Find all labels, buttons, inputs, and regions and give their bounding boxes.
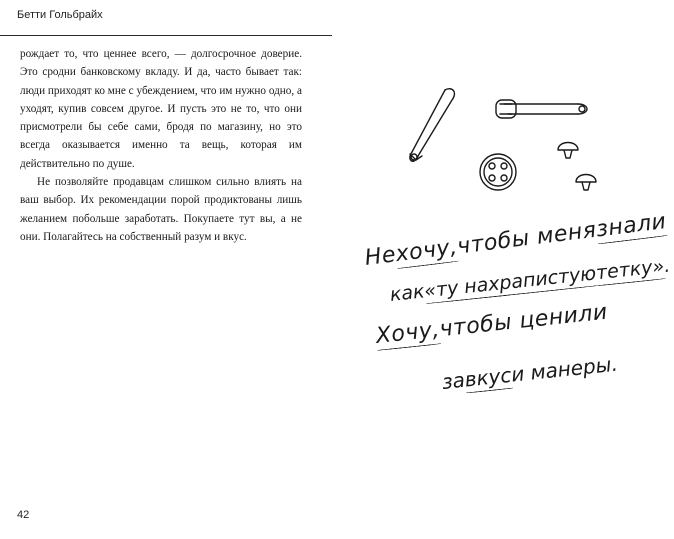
quote-word: чтобы меня — [455, 217, 598, 260]
quote-word-underlined: тетку» — [594, 255, 666, 285]
button-icon — [480, 154, 516, 190]
quote-word: Не — [363, 242, 398, 271]
paragraph-1: рождает то, что ценнее всего, — долгосрочное доверие. Это сродни банковскому вкладу. И да, часто бывает так: люди приходят ко мне с убеждением, что им нужно одно, а уходят, купив совсем другое. И пусть это не то, что они присмотрели бы себе сами, бродя по магазину, но это всегда оказывается именно та вещь, которая им действительно по душе. — [20, 48, 302, 170]
quote-word: чтобы ценили — [438, 299, 609, 343]
safety-pin-icon — [496, 100, 587, 118]
quote-word-underlined: Хочу, — [374, 317, 442, 349]
handwritten-quote — [350, 209, 672, 428]
quote-word: как — [388, 280, 426, 306]
quote-word: . — [662, 254, 672, 278]
running-head — [0, 0, 332, 36]
quote-word-underlined: «ту нахрапистую — [423, 262, 598, 303]
sewing-notions-illustration — [400, 82, 630, 202]
quote-word-underlined: вкус — [463, 362, 513, 392]
shank-button-icon — [576, 175, 596, 191]
page-number: 42 — [17, 509, 30, 521]
safety-pin-icon — [410, 89, 455, 162]
shank-button-icon — [558, 143, 578, 159]
paragraph-2: Не позволяйте продавцам слишком сильно влиять на ваш выбор. Их рекомендации порой продиктованы лишь желанием побольше заработать. Покупаете тут вы, а не они. Полагайтесь на собственный разум и вкус. — [20, 176, 302, 243]
quote-line-3 — [375, 300, 609, 349]
quote-word: за — [440, 367, 467, 394]
quote-line-4 — [441, 352, 619, 394]
quote-word-underlined: хочу, — [394, 234, 459, 268]
running-head-author: Бетти Гольбрайх — [17, 9, 103, 21]
body-text — [20, 45, 302, 246]
quote-word: и манеры. — [509, 351, 619, 387]
quote-word-underlined: знали — [594, 209, 668, 243]
